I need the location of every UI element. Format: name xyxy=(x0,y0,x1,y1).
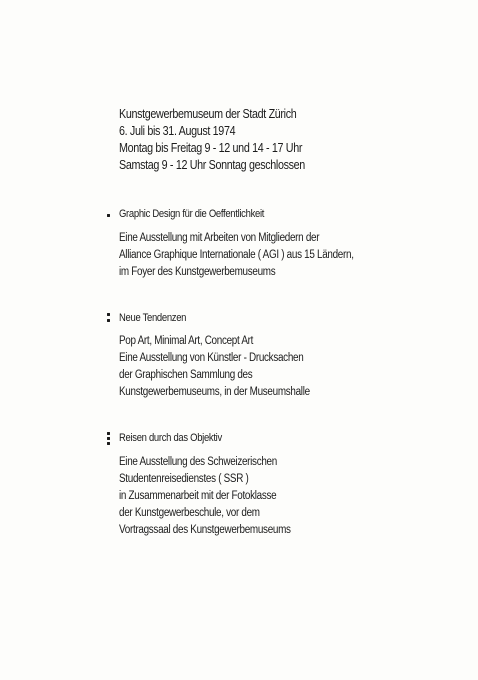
header-line-weekend-hours: Samstag 9 - 12 Uhr Sonntag geschlossen xyxy=(119,158,305,172)
section-text-line: Eine Ausstellung mit Arbeiten von Mitgliedern der xyxy=(119,232,320,244)
section-title: Reisen durch das Objektiv xyxy=(119,432,222,444)
section-text-line: Pop Art, Minimal Art, Concept Art xyxy=(119,335,254,347)
marker-dot xyxy=(107,432,110,435)
section-text-line: Alliance Graphique Internationale ( AGI ) aus 15 Ländern, xyxy=(119,249,354,261)
header-line-weekday-hours: Montag bis Freitag 9 - 12 und 14 - 17 Uhr xyxy=(119,141,303,155)
section-text-line: Vortragssaal des Kunstgewerbemuseums xyxy=(119,524,291,536)
marker-dot xyxy=(107,313,110,316)
section-text-line: Eine Ausstellung von Künstler - Drucksachen xyxy=(119,352,304,364)
section-title: Neue Tendenzen xyxy=(119,312,187,324)
section-text-line: der Kunstgewerbeschule, vor dem xyxy=(119,507,260,519)
section-text-line: der Graphischen Sammlung des xyxy=(119,369,253,381)
marker-dot xyxy=(107,319,110,322)
section-text-line: im Foyer des Kunstgewerbemuseums xyxy=(119,266,276,278)
header-line-museum: Kunstgewerbemuseum der Stadt Zürich xyxy=(119,107,297,121)
section-text-line: Kunstgewerbemuseums, in der Museumshalle xyxy=(119,386,310,398)
section-text-line: Eine Ausstellung des Schweizerischen xyxy=(119,456,277,468)
marker-dot xyxy=(107,437,110,440)
section-title: Graphic Design für die Oeffentlichkeit xyxy=(119,208,265,220)
header-line-dates: 6. Juli bis 31. August 1974 xyxy=(119,124,236,138)
section-text-line: Studentenreisedienstes ( SSR ) xyxy=(119,473,249,485)
marker-dot xyxy=(107,214,110,217)
section-text-line: in Zusammenarbeit mit der Fotoklasse xyxy=(119,490,277,502)
marker-dot xyxy=(107,442,110,445)
